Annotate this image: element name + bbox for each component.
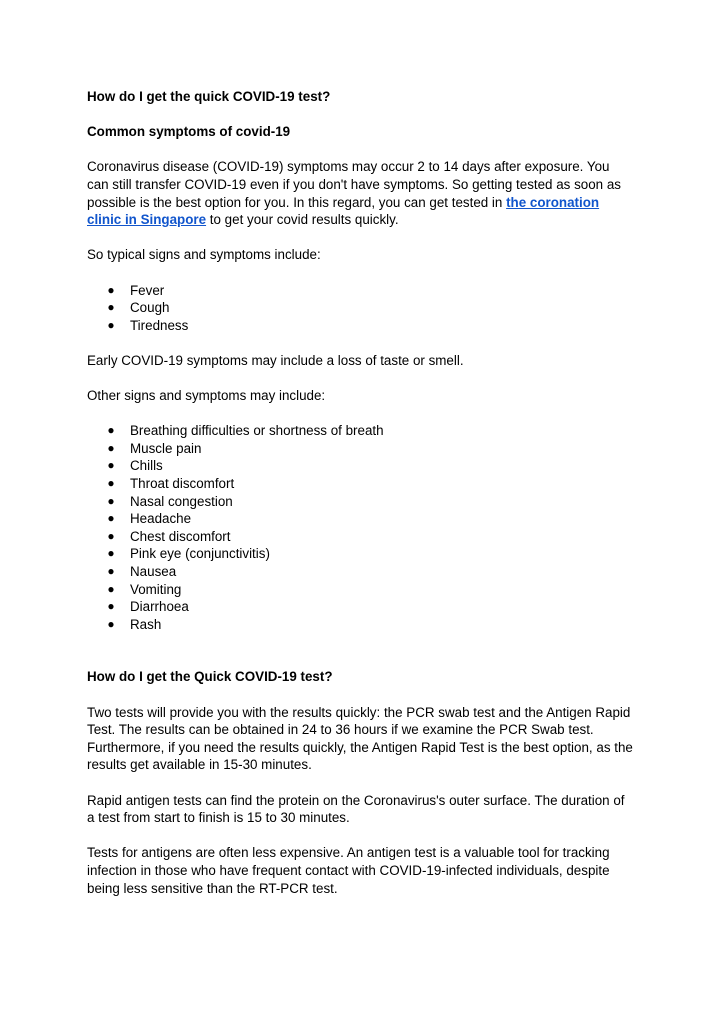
list-item-text: Pink eye (conjunctivitis)	[130, 546, 270, 562]
other-symptoms-list	[87, 422, 634, 633]
list-item-text: Headache	[130, 511, 192, 527]
list-item-text: Tiredness	[130, 317, 189, 333]
intro-paragraph	[87, 158, 634, 228]
list-item	[104, 528, 634, 546]
bullet-icon: ●	[107, 458, 115, 473]
list-item-text: Chest discomfort	[130, 528, 231, 544]
list-item-text: Chills	[130, 458, 163, 474]
list-item-text: Breathing difficulties or shortness of breath	[130, 423, 384, 439]
list-item-text: Diarrhoea	[130, 599, 189, 615]
document-title: How do I get the quick COVID-19 test?	[87, 89, 331, 104]
list-item	[104, 440, 634, 458]
typical-symptoms-intro: So typical signs and symptoms include:	[87, 247, 321, 263]
symptoms-subheading: Common symptoms of covid-19	[87, 124, 291, 140]
bullet-icon: ●	[107, 528, 115, 543]
bullet-icon: ●	[107, 511, 115, 526]
section2-heading: How do I get the Quick COVID-19 test?	[87, 669, 333, 685]
bullet-icon: ●	[107, 440, 115, 455]
typical-symptoms-list	[87, 282, 634, 335]
early-symptoms-paragraph: Early COVID-19 symptoms may include a loss of taste or smell.	[87, 352, 464, 368]
list-item-text: Fever	[130, 282, 165, 298]
bullet-icon: ●	[107, 317, 115, 332]
list-item	[104, 581, 634, 599]
bullet-icon: ●	[107, 493, 115, 508]
bullet-icon: ●	[107, 564, 115, 579]
list-item	[104, 299, 634, 317]
bullet-icon: ●	[107, 599, 115, 614]
list-item-text: Vomiting	[130, 581, 182, 597]
list-item	[104, 493, 634, 511]
list-item	[104, 510, 634, 528]
intro-text-before-link: Coronavirus disease (COVID-19) symptoms may occur 2 to 14 days after exposure. You can still transfer COVID-19 even if you don't have symptoms. So getting tested as soon as possible is the best option for you. In this regard, you can get tested in	[87, 159, 621, 210]
list-item	[104, 282, 634, 300]
list-item-text: Nasal congestion	[130, 493, 233, 509]
antigen-paragraph: Rapid antigen tests can find the protein on the Coronavirus's outer surface. The duration of a test from start to finish is 15 to 30 minutes.	[87, 792, 625, 826]
list-item	[104, 475, 634, 493]
list-item-text: Cough	[130, 300, 170, 316]
bullet-icon: ●	[107, 476, 115, 491]
bullet-icon: ●	[107, 581, 115, 596]
coronation-clinic-link[interactable]: the coronation clinic in Singapore	[87, 194, 600, 228]
list-item	[104, 317, 634, 335]
cost-paragraph: Tests for antigens are often less expensive. An antigen test is a valuable tool for tracking infection in those who have frequent contact with COVID-19-infected individuals, despite being less sensitive than the RT-PCR test.	[87, 845, 610, 896]
list-item	[104, 563, 634, 581]
list-item	[104, 616, 634, 634]
tests-paragraph: Two tests will provide you with the results quickly: the PCR swab test and the Antigen Rapid Test. The results can be obtained in 24 to 36 hours if we examine the PCR Swab test. Furthermore, if you need the results quickly, the Antigen Rapid Test is the best option, as the results get available in 15-30 minutes.	[87, 704, 633, 773]
list-item-text: Throat discomfort	[130, 476, 235, 492]
bullet-icon: ●	[107, 423, 115, 438]
list-item	[104, 422, 634, 440]
bullet-icon: ●	[107, 546, 115, 561]
list-item-text: Muscle pain	[130, 440, 202, 456]
bullet-icon: ●	[107, 616, 115, 631]
list-item	[104, 457, 634, 475]
list-item	[104, 598, 634, 616]
other-symptoms-intro: Other signs and symptoms may include:	[87, 388, 326, 404]
list-item	[104, 545, 634, 563]
bullet-icon: ●	[107, 282, 115, 297]
intro-text-after-link: to get your covid results quickly.	[206, 212, 399, 228]
list-item-text: Nausea	[130, 564, 177, 580]
bullet-icon: ●	[107, 300, 115, 315]
list-item-text: Rash	[130, 616, 162, 632]
